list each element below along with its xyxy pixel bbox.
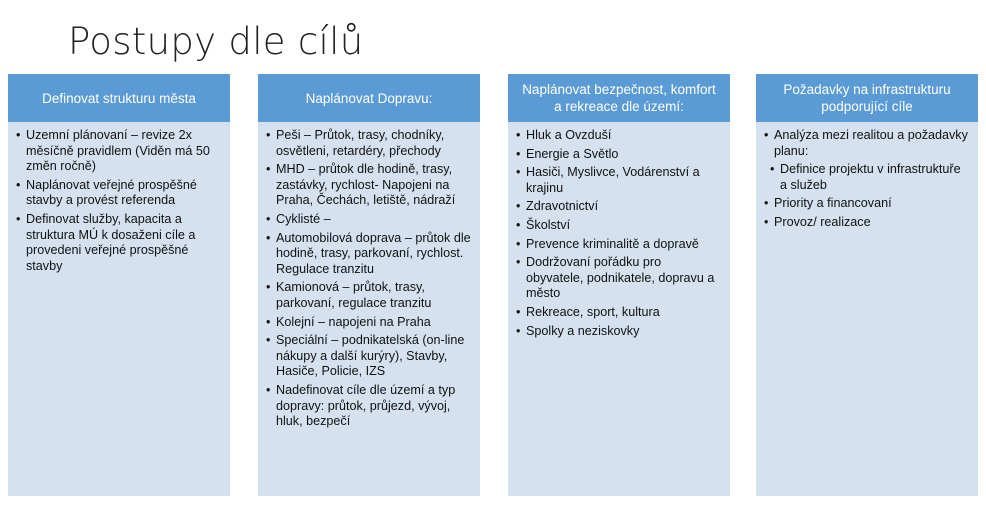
list-item: • Rekreace, sport, kultura [516,305,722,321]
list-item: • Kolejní – napojeni na Praha [266,315,472,331]
list-item: • Analýza mezi realitou a požadavky planu: [764,128,970,159]
list-item: • Zdravotnictví [516,199,722,215]
list-item: • Nadefinovat cíle dle území a typ dopravy: průtok, průjezd, vývoj, hluk, bezpečí [266,383,472,430]
list-item: • Priority a financovaní [764,196,970,212]
list-item: • Hluk a Ovzduší [516,128,722,144]
list-item: • Školství [516,218,722,234]
bullet-list [16,128,222,274]
column-city-structure [8,74,230,496]
bullet-list [516,128,722,339]
column-header: Naplánovat Dopravu: [258,74,480,122]
list-item: • Definovat služby, kapacita a struktura MÚ k dosaženi cíle a provedeni veřejné prospěšné stavby [16,212,222,274]
column-header: Požadavky na infrastrukturu podporující cíle [756,74,978,122]
column-body [756,122,978,231]
list-item: • Automobilová doprava – průtok dle hodině, trasy, parkovaní, rychlost. Regulace tranzitu [266,231,472,278]
list-item: • Kamionová – průtok, trasy, parkovaní, regulace tranzitu [266,280,472,311]
list-item: • Spolky a neziskovky [516,324,722,340]
list-item: • Prevence kriminalitě a dopravě [516,237,722,253]
bullet-list [266,128,472,430]
list-item: • Uzemní plánovaní – revize 2x měsíčně pravidlem (Viděn má 50 změn ročně) [16,128,222,175]
column-transport [258,74,480,496]
list-item: • Speciální – podnikatelská (on-line nákupy a další kurýry), Stavby, Hasiče, Policie, IZS [266,333,472,380]
list-item: • MHD – průtok dle hodině, trasy, zastávky, rychlost- Napojeni na Praha, Čechách, letiště, nádraží [266,162,472,209]
column-body [258,122,480,430]
list-item: • Dodržovaní pořádku pro obyvatele, podnikatele, dopravu a město [516,255,722,302]
bullet-list [764,128,970,231]
column-safety-comfort [508,74,730,496]
column-infrastructure [756,74,978,496]
slide-title: Postupy dle cílů [68,20,364,63]
list-item: • Cyklisté – [266,212,472,228]
column-body [508,122,730,339]
list-item: • Provoz/ realizace [764,215,970,231]
sub-list-item: • Definice projektu v infrastruktuře a služeb [764,162,970,193]
column-header: Naplánovat bezpečnost, komfort a rekreace dle území: [508,74,730,122]
column-header: Definovat strukturu města [8,74,230,122]
list-item: • Hasiči, Myslivce, Vodárenství a krajinu [516,165,722,196]
list-item: • Naplánovat veřejné prospěšné stavby a provést referenda [16,178,222,209]
list-item: • Peši – Průtok, trasy, chodníky, osvětleni, retardéry, přechody [266,128,472,159]
column-body [8,122,230,274]
list-item: • Energie a Světlo [516,147,722,163]
